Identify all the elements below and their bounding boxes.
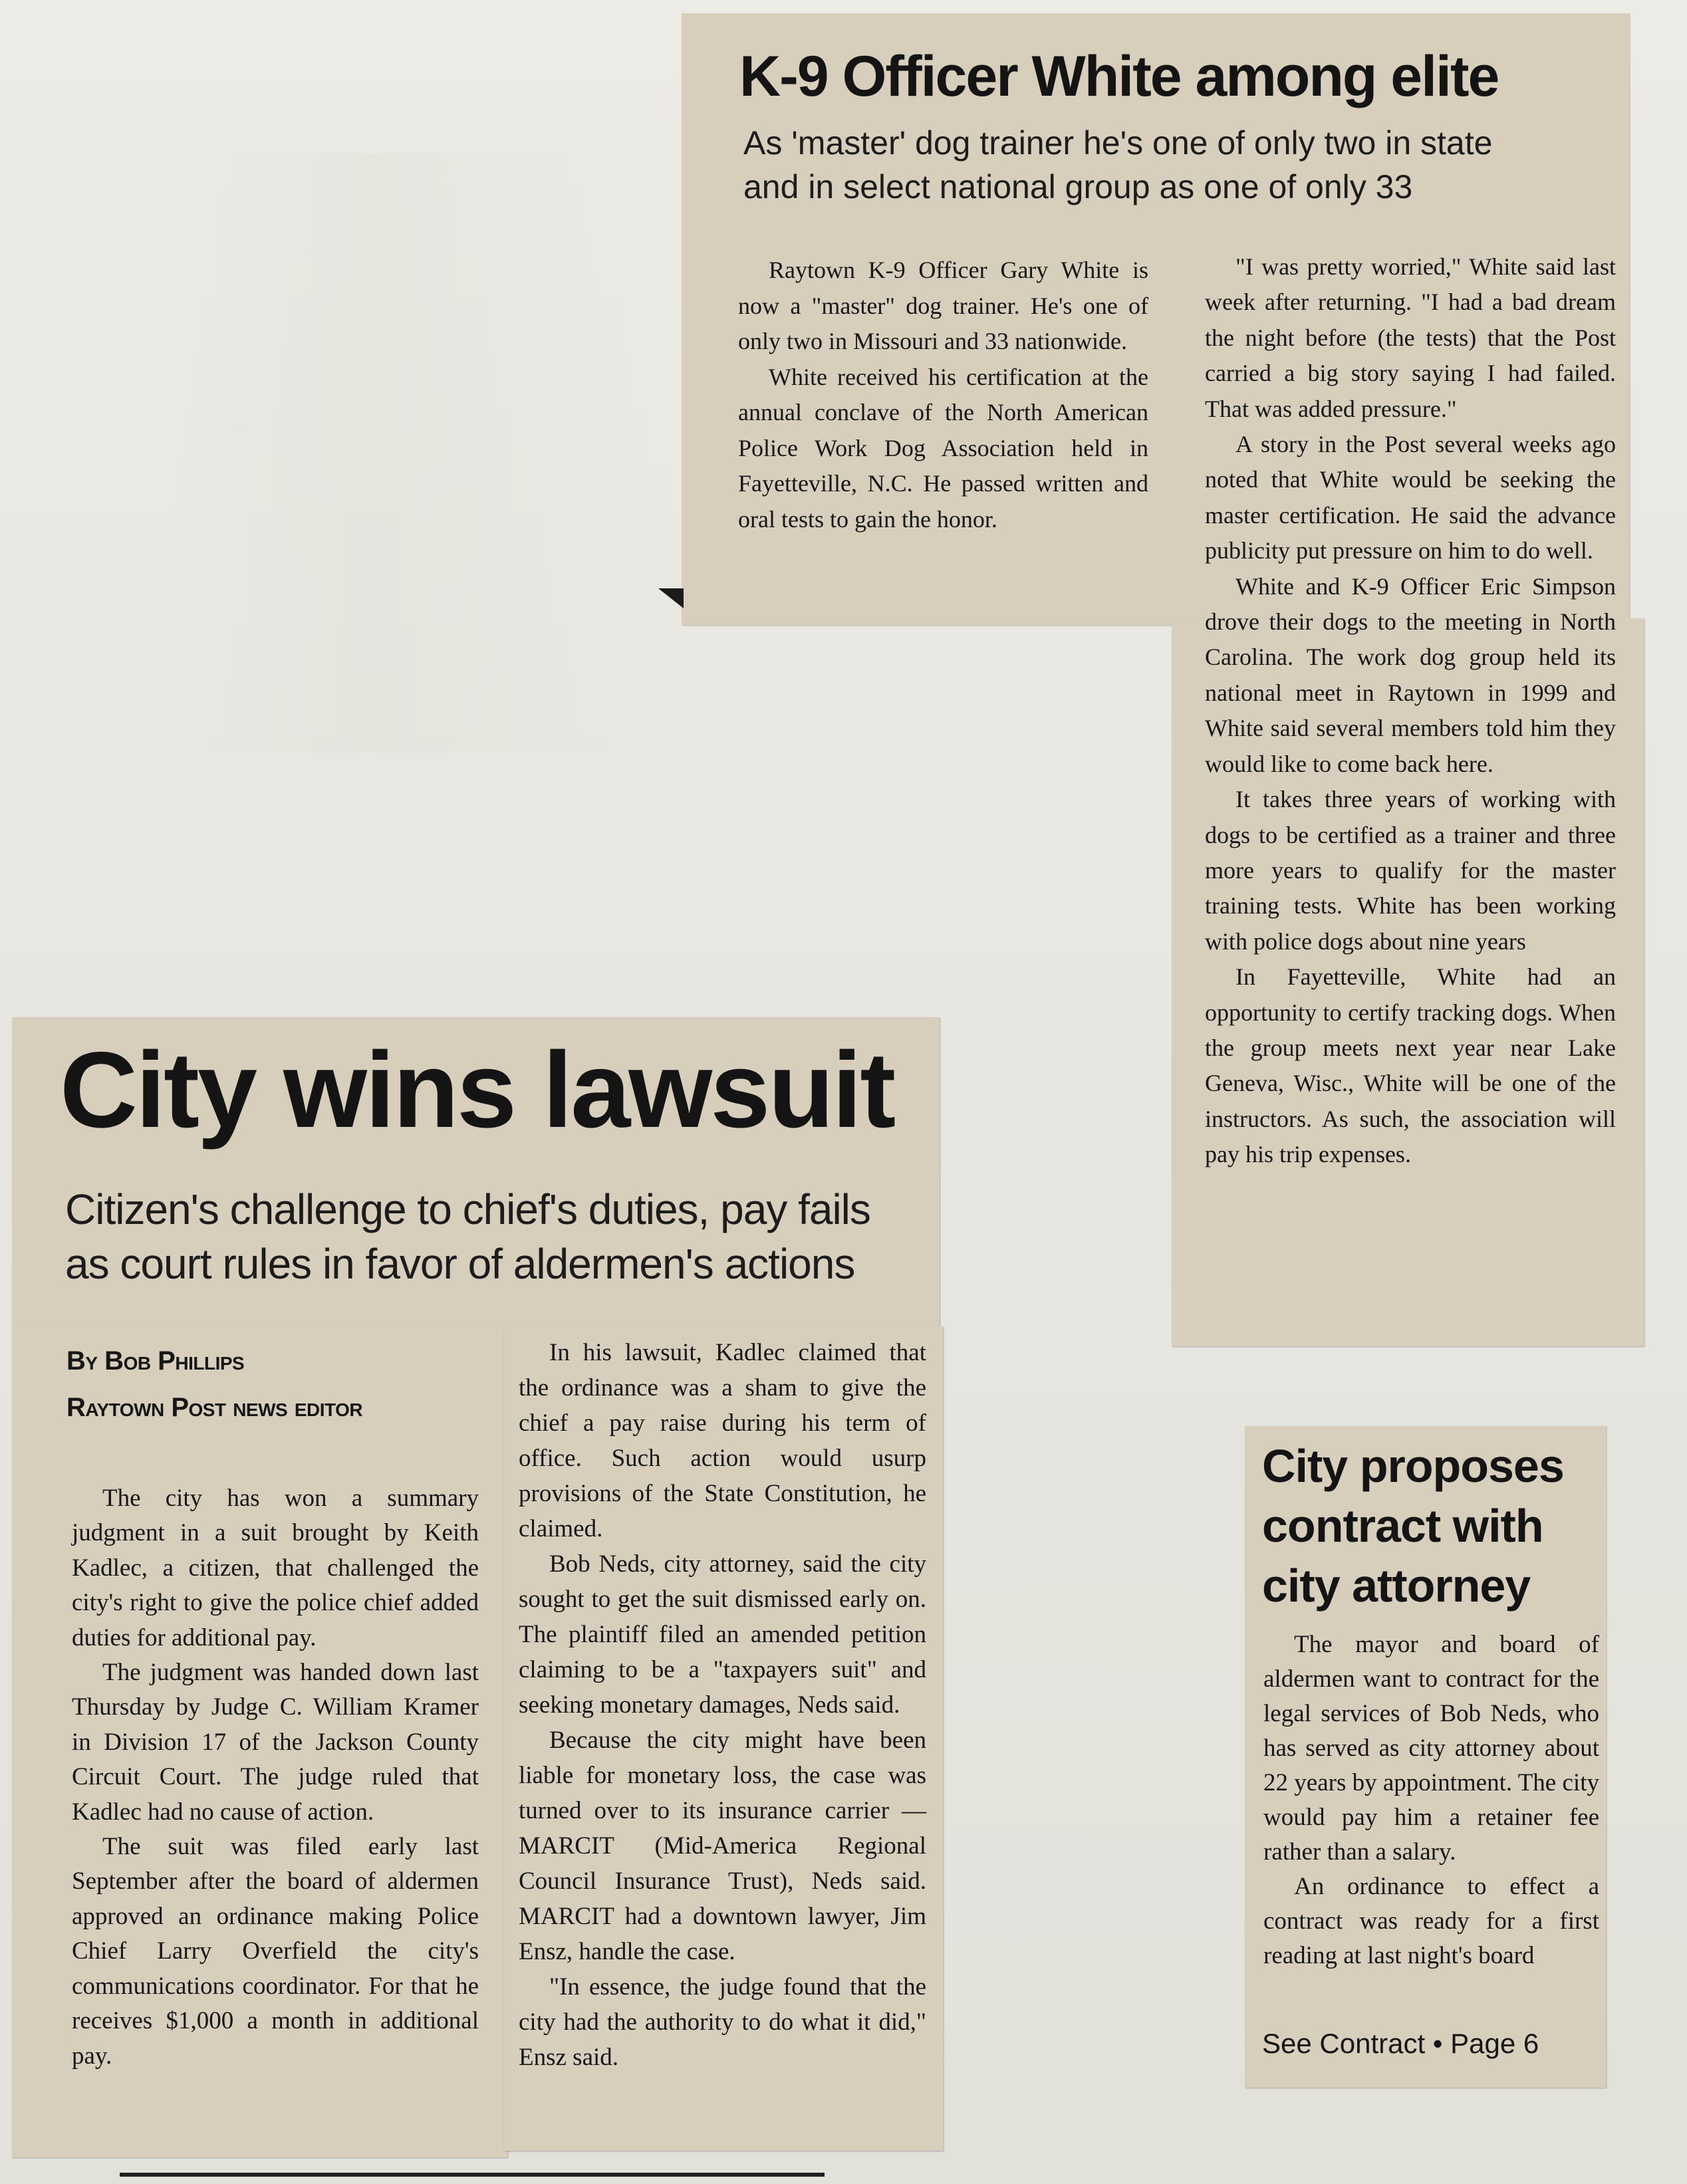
byline-title: Raytown Post news editor	[66, 1393, 363, 1422]
k9-column-1	[738, 253, 1148, 537]
contract-jump-line: See Contract • Page 6	[1262, 2028, 1539, 2059]
lawsuit-column-1	[72, 1481, 479, 2074]
k9-paragraph: In Fayetteville, White had an opportunity to certify tracking dogs. When the group meets next year near Lake Geneva, Wisc., White will be one of the instructors. As such, the association will pay his trip expenses.	[1205, 963, 1616, 1168]
lawsuit-paragraph: The suit was filed early last September after the board of aldermen approved an ordinance making Police Chief Larry Overfield the city's communications coordinator. For that he receives $1,000 a month in additional pay.	[72, 1833, 479, 2070]
k9-subhead-line-2: and in select national group as one of only 33	[743, 168, 1413, 205]
contract-paragraph: An ordinance to effect a contract was ready for a first reading at last night's board	[1263, 1873, 1599, 1969]
lawsuit-column-2	[519, 1335, 926, 2075]
byline-author: By Bob Phillips	[66, 1346, 245, 1376]
lawsuit-subhead-line-2: as court rules in favor of aldermen's actions	[65, 1240, 855, 1288]
lawsuit-subhead	[65, 1182, 870, 1291]
lawsuit-subhead-line-1: Citizen's challenge to chief's duties, pay fails	[65, 1185, 870, 1233]
contract-headline-line-1: City proposes	[1262, 1440, 1564, 1492]
k9-paragraph: White and K-9 Officer Eric Simpson drove their dogs to the meeting in North Carolina. The work dog group held its national meet in Raytown in 1999 and White said several members told him they would like to come back here.	[1205, 572, 1616, 777]
faded-newsprint-shadow	[166, 153, 672, 751]
k9-paragraph: It takes three years of working with dogs to be certified as a trainer and three more years to qualify for the master training tests. White has been working with police dogs about nine years	[1205, 786, 1616, 955]
lawsuit-paragraph: "In essence, the judge found that the city had the authority to do what it did," Ensz said.	[519, 1973, 926, 2071]
k9-clipping-corner-shadow	[658, 588, 684, 608]
k9-subhead	[743, 121, 1492, 209]
contract-headline	[1262, 1436, 1564, 1616]
lawsuit-paragraph: In his lawsuit, Kadlec claimed that the ordinance was a sham to give the chief a pay raise during his term of office. Such action would usurp provisions of the State Constitution, he claimed.	[519, 1339, 926, 1542]
k9-paragraph: "I was pretty worried," White said last week after returning. "I had a bad dream the night before (the tests) that the Post carried a big story saying I had failed. That was added pressure."	[1205, 253, 1616, 422]
contract-paragraph: The mayor and board of aldermen want to contract for the legal services of Bob Neds, who has served as city attorney about 22 years by appointment. The city would pay him a retainer fee rather than a salary.	[1263, 1631, 1599, 1866]
contract-body	[1263, 1628, 1599, 1973]
lawsuit-clipping-bottom-edge	[120, 2173, 825, 2177]
k9-column-2	[1205, 249, 1616, 1173]
contract-headline-line-2: contract with	[1262, 1500, 1543, 1552]
k9-paragraph: Raytown K-9 Officer Gary White is now a "master" dog trainer. He's one of only two in Missouri and 33 nationwide.	[738, 257, 1148, 354]
k9-headline: K-9 Officer White among elite	[739, 45, 1499, 108]
k9-paragraph: A story in the Post several weeks ago noted that White would be seeking the master certification. He said the advance publicity put pressure on him to do well.	[1205, 431, 1616, 564]
contract-headline-line-3: city attorney	[1262, 1560, 1531, 1612]
lawsuit-paragraph: Bob Neds, city attorney, said the city sought to get the suit dismissed early on. The plaintiff filed an amended petition claiming to be a "taxpayers suit" and seeking monetary damages, Neds said.	[519, 1550, 926, 1719]
k9-paragraph: White received his certification at the annual conclave of the North American Police Work Dog Association held in Fayetteville, N.C. He passed written and oral tests to gain the honor.	[738, 363, 1148, 533]
lawsuit-paragraph: The city has won a summary judgment in a suit brought by Keith Kadlec, a citizen, that challenged the city's right to give the police chief added duties for additional pay.	[72, 1485, 479, 1651]
lawsuit-headline: City wins lawsuit	[60, 1030, 894, 1150]
lawsuit-paragraph: Because the city might have been liable for monetary loss, the case was turned over to its insurance carrier — MARCIT (Mid-America Regional Council Insurance Trust), Neds said. MARCIT had a downtown lawyer, Jim Ensz, handle the case.	[519, 1727, 926, 1965]
k9-subhead-line-1: As 'master' dog trainer he's one of only two in state	[743, 124, 1493, 162]
lawsuit-paragraph: The judgment was handed down last Thursday by Judge C. William Kramer in Division 17 of the Jackson County Circuit Court. The judge ruled that Kadlec had no cause of action.	[72, 1659, 479, 1826]
